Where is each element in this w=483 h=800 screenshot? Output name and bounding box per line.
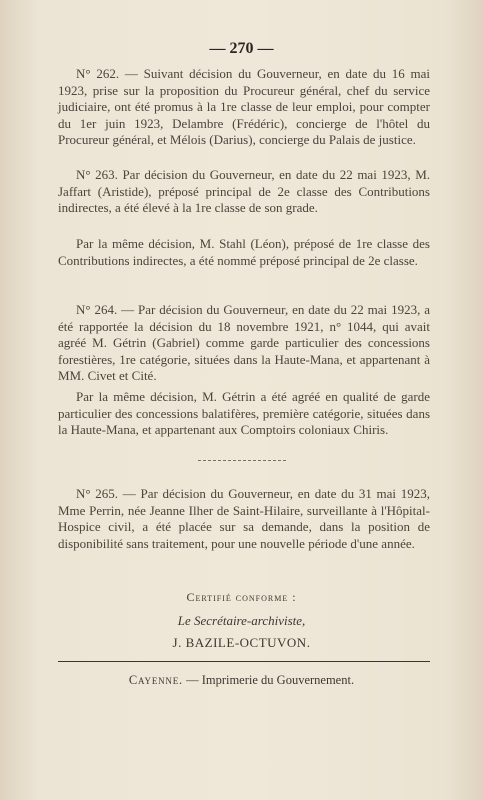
- paragraph-263: [58, 167, 430, 217]
- paragraph-text: Par la même décision, M. Gétrin a été agréé en qualité de garde particulier des concessions balatifères, première catégorie, situées dans la Haute-Mana, et appartenant aux Comptoirs coloniaux Chiris.: [58, 389, 430, 437]
- paragraph-264-continued: [58, 389, 430, 439]
- printer-name: — Imprimerie du Gouvernement.: [182, 673, 355, 687]
- paragraph-text: N° 262. — Suivant décision du Gouverneur, en date du 16 mai 1923, prise sur la proposition du Procureur général, chef du service judiciaire, ont été promus à la 1re classe de leur emploi, pour compter du 1er juin 1923, Delambre (Frédéric), concierge de l'hôtel du Procureur général, et Mélois (Darius), concierge du Palais de justice.: [58, 66, 430, 147]
- paragraph-text: N° 264. — Par décision du Gouverneur, en date du 22 mai 1923, a été rapportée la décision du 18 novembre 1921, n° 1044, qui avait agréé M. Gétrin (Gabriel) comme garde particulier des concessions forestières, 1re catégorie, situées dans la Haute-Mana, et appartenant à MM. Civet et Cité.: [58, 302, 430, 383]
- paragraph-text: Par la même décision, M. Stahl (Léon), préposé de 1re classe des Contributions indirectes, a été nommé préposé principal de 2e classe.: [58, 236, 430, 268]
- paragraph-text: N° 265. — Par décision du Gouverneur, en date du 31 mai 1923, Mme Perrin, née Jeanne Ilher de Saint-Hilaire, surveillante à l'Hôpital-Hospice civil, a été placée sur sa demande, dans la position de disponibilité sans traitement, pour une nouvelle période d'une année.: [58, 486, 430, 551]
- certification-heading: Certifié conforme :: [186, 590, 297, 604]
- signatory-name: J. BAZILE-OCTUVON.: [172, 635, 311, 650]
- paragraph-263-continued: [58, 236, 430, 269]
- page-number: — 270 —: [209, 40, 274, 57]
- paragraph-text: N° 263. Par décision du Gouverneur, en date du 22 mai 1923, M. Jaffart (Aristide), préposé principal de 2e classe des Contributions indirectes, a été élevé à la 1re classe de son grade.: [58, 167, 430, 215]
- printer-city: Cayenne.: [128, 673, 183, 687]
- footer-rule: [58, 661, 430, 662]
- secretary-title: Le Secrétaire-archiviste,: [177, 613, 306, 628]
- paragraph-264: [58, 302, 430, 385]
- section-divider: [198, 460, 286, 461]
- printer-imprint: [0, 673, 483, 688]
- paragraph-265: [58, 486, 430, 552]
- paragraph-262: [58, 66, 430, 149]
